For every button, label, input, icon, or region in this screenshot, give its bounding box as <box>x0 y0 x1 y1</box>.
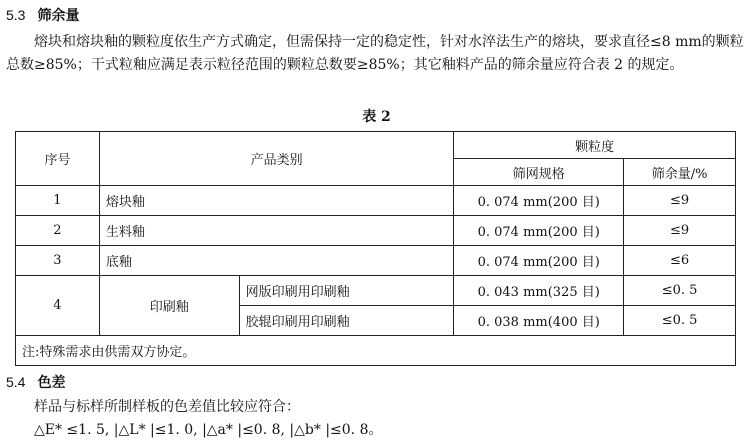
row-category: 底釉 <box>99 246 453 276</box>
section-number: 5.4 <box>6 374 26 390</box>
table-header-row <box>16 132 736 159</box>
header-category: 产品类别 <box>99 132 453 186</box>
table-row <box>16 216 736 246</box>
row-residue: ≤6 <box>624 246 736 276</box>
table-row <box>16 246 736 276</box>
body-line: 样品与标样所制样板的色差值比较应符合： <box>34 399 300 415</box>
section-5-3-body <box>6 31 746 77</box>
table-note: 注:特殊需求由供需双方协定。 <box>16 336 736 366</box>
row-subcategory: 胶辊印刷用印刷釉 <box>239 306 454 336</box>
row-mesh: 0. 043 mm(325 目) <box>454 276 624 306</box>
header-mesh: 筛网规格 <box>454 159 624 186</box>
section-5-4-body <box>6 396 746 442</box>
table-note-row <box>16 336 736 366</box>
row-seq: 3 <box>16 246 100 276</box>
row-residue: ≤0. 5 <box>624 306 736 336</box>
section-title: 色差 <box>37 375 66 391</box>
section-5-4-heading <box>6 372 65 392</box>
body-paragraph: 熔块和熔块釉的颗粒度依生产方式确定，但需保持一定的稳定性，针对水淬法生产的熔块，要求直径≤8 mm的颗粒总数≥85%；干式粒釉应满足表示粒径范围的颗粒总数要≥85%；其它釉料产品的筛余量应符合表 2 的规定。 <box>6 34 744 73</box>
row-mesh: 0. 038 mm(400 目) <box>454 306 624 336</box>
section-title: 筛余量 <box>37 8 80 24</box>
header-granularity: 颗粒度 <box>454 132 736 159</box>
row-seq: 2 <box>16 216 100 246</box>
table-row <box>16 186 736 216</box>
formula-line: △E* ≤1. 5, |△L* |≤1. 0, |△a* |≤0. 8, |△b* |≤0. 8。 <box>34 422 383 438</box>
header-residue: 筛余量/% <box>624 159 736 186</box>
granularity-table <box>15 131 736 366</box>
row-subcategory: 网版印刷用印刷釉 <box>239 276 454 306</box>
row-category: 生料釉 <box>99 216 453 246</box>
row-residue: ≤9 <box>624 216 736 246</box>
row-mesh: 0. 074 mm(200 目) <box>454 246 624 276</box>
table-title: 表 2 <box>362 109 391 125</box>
row-seq: 4 <box>16 276 100 336</box>
row-mesh: 0. 074 mm(200 目) <box>454 186 624 216</box>
header-seq: 序号 <box>16 132 100 186</box>
section-number: 5.3 <box>6 7 26 23</box>
section-5-3-heading <box>6 5 79 25</box>
row-residue: ≤0. 5 <box>624 276 736 306</box>
table-row <box>16 276 736 306</box>
row-mesh: 0. 074 mm(200 目) <box>454 216 624 246</box>
row-residue: ≤9 <box>624 186 736 216</box>
row-category: 熔块釉 <box>99 186 453 216</box>
row-seq: 1 <box>16 186 100 216</box>
row-category: 印刷釉 <box>99 276 239 336</box>
